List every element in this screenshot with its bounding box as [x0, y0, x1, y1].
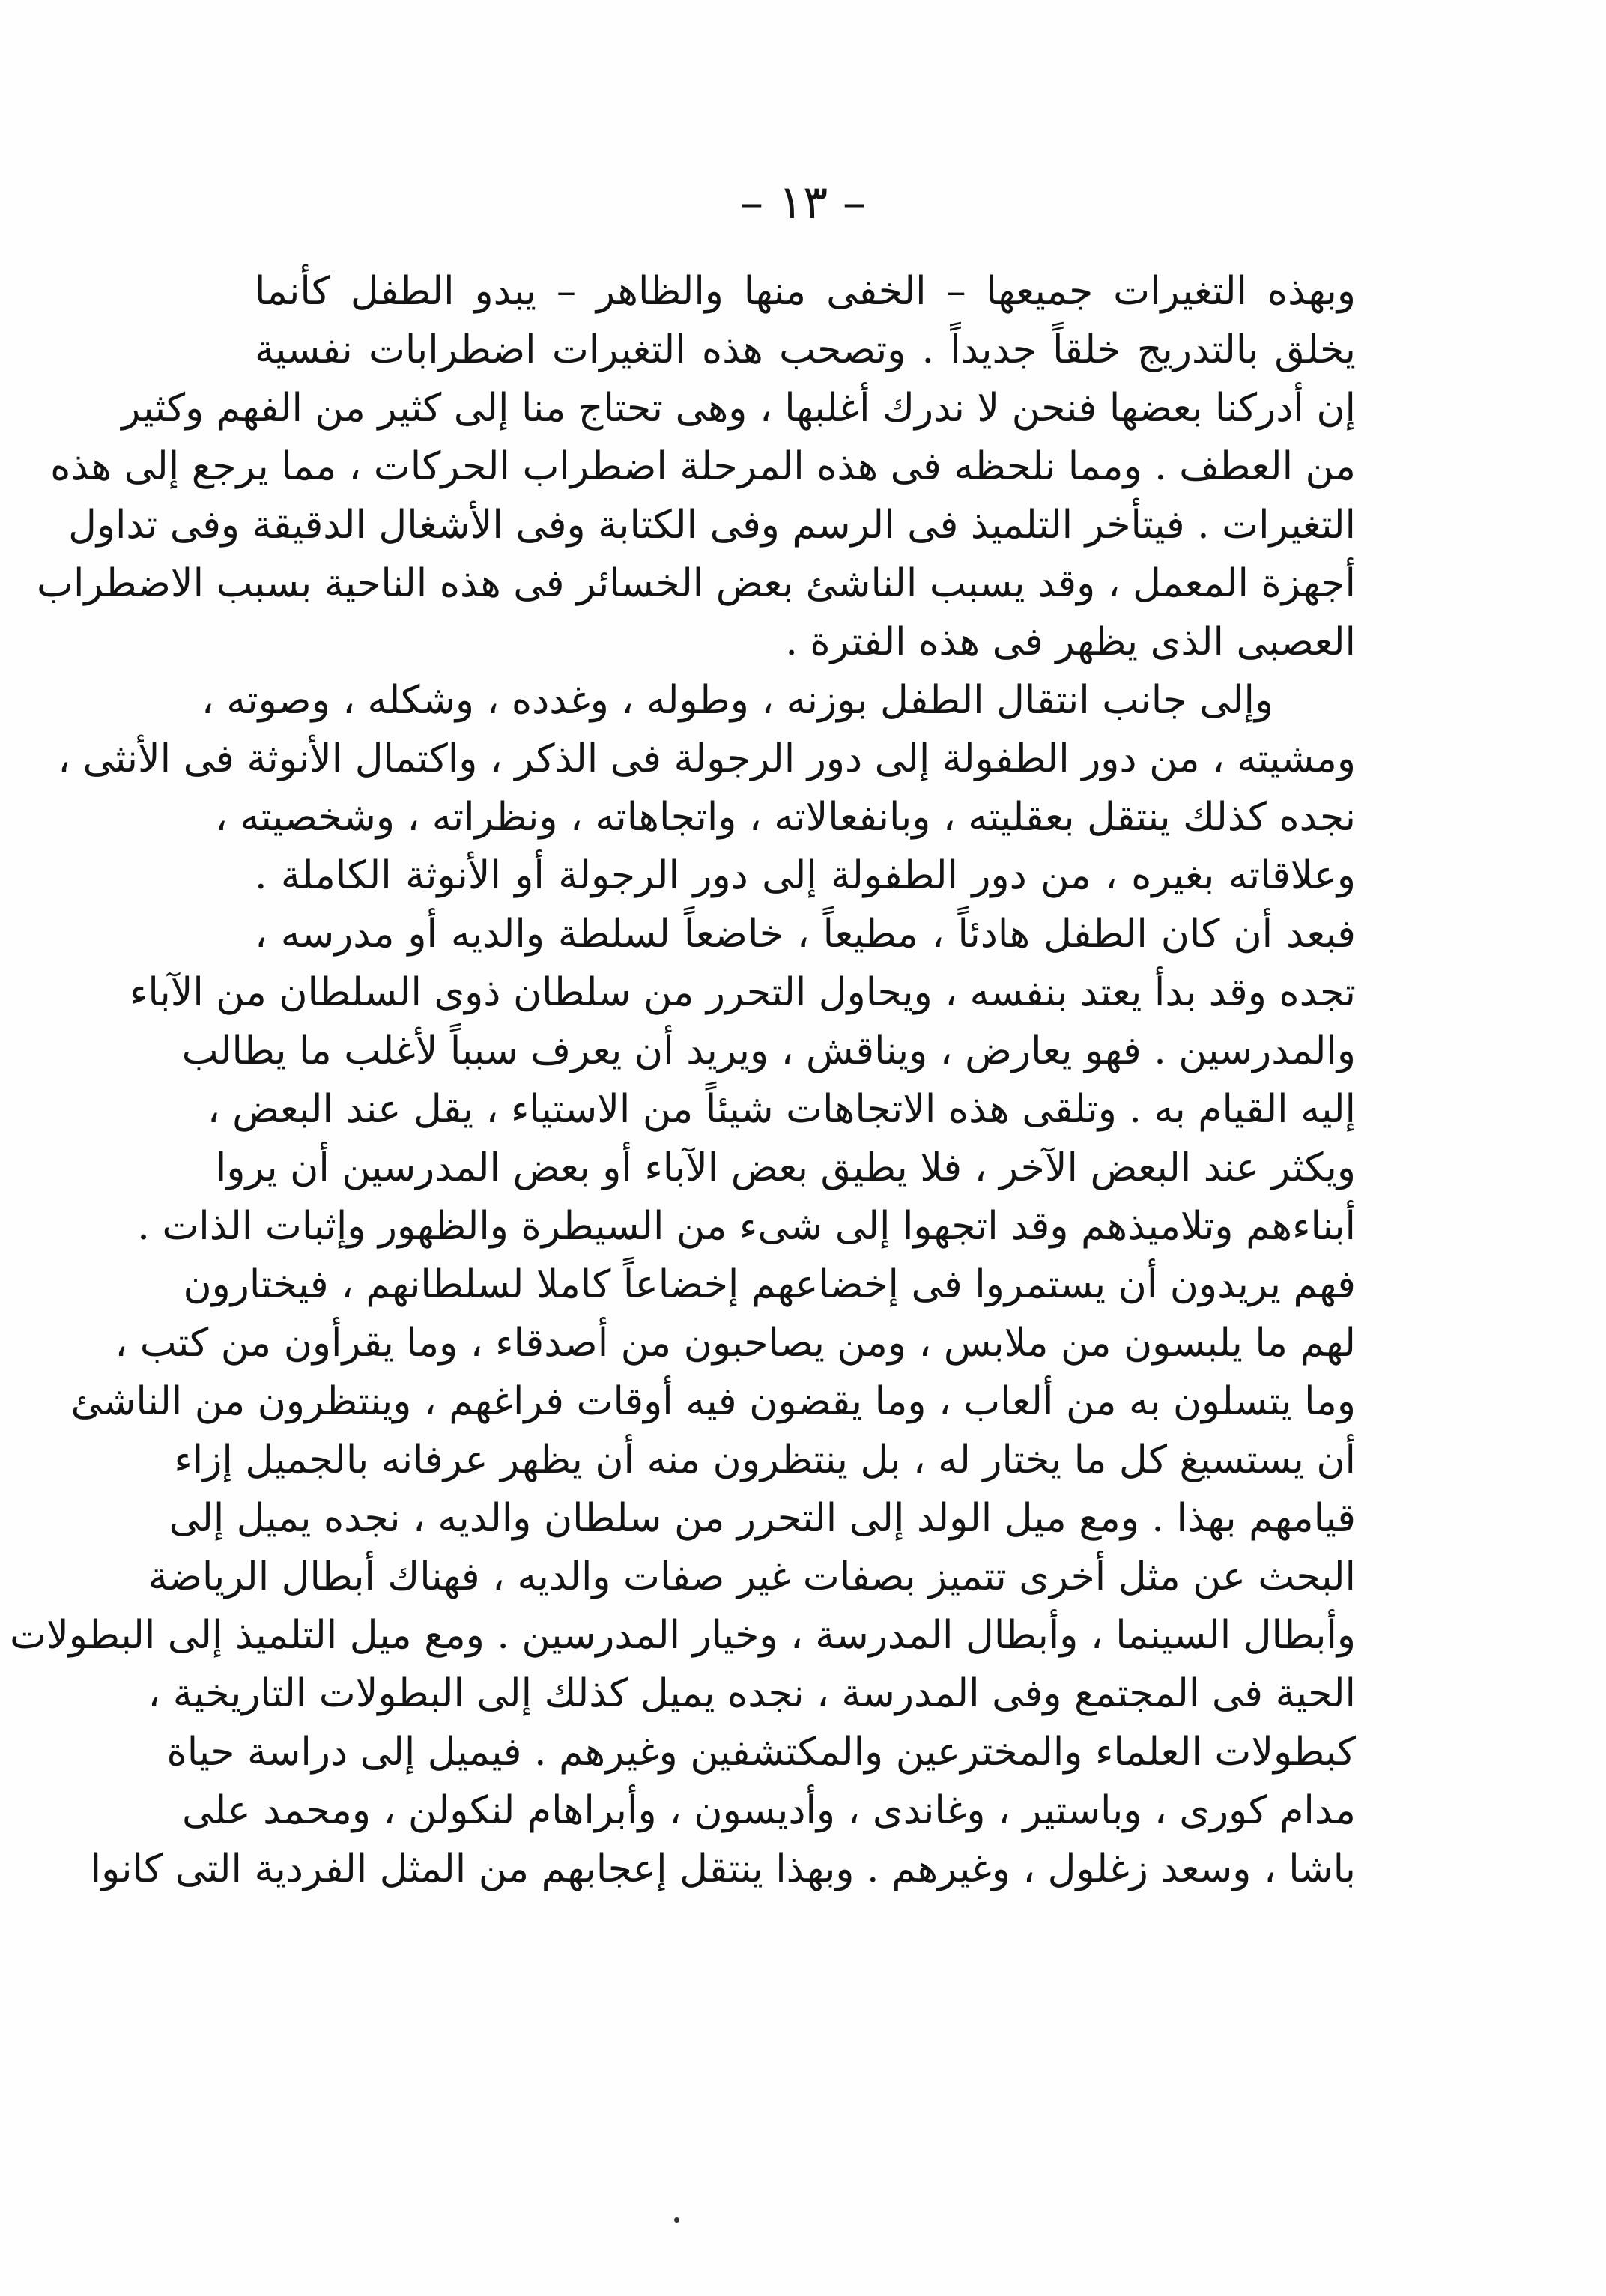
text-line: أجهزة المعمل ، وقد يسبب الناشئ بعض الخسائر فى هذه الناحية بسبب الاضطراب	[37, 561, 1356, 606]
text-line: باشا ، وسعد زغلول ، وغيرهم . وبهذا ينتقل إعجابهم من المثل الفردية التى كانوا	[90, 1847, 1356, 1891]
text-line: لهم ما يلبسون من ملابس ، ومن يصاحبون من أصدقاء ، وما يقرأون من كتب ،	[115, 1321, 1356, 1366]
text-line: فهم يريدون أن يستمروا فى إخضاعهم إخضاعاً كاملا لسلطانهم ، فيختارون	[183, 1262, 1356, 1307]
text-line: البحث عن مثل أخرى تتميز بصفات غير صفات والديه ، فهناك أبطال الرياضة	[148, 1554, 1356, 1599]
text-line: الحية فى المجتمع وفى المدرسة ، نجده يميل كذلك إلى البطولات التاريخية ،	[148, 1671, 1356, 1716]
text-line: فبعد أن كان الطفل هادئاً ، مطيعاً ، خاضعاً لسلطة والديه أو مدرسه ،	[255, 912, 1356, 957]
text-line: من العطف . ومما نلحظه فى هذه المرحلة اضطراب الحركات ، مما يرجع إلى هذه	[50, 444, 1356, 489]
text-line: إليه القيام به . وتلقى هذه الاتجاهات شيئاً من الاستياء ، يقل عند البعض ،	[207, 1087, 1356, 1132]
text-line: وبهذه التغيرات جميعها – الخفى منها والظاهر – يبدو الطفل كأنما	[255, 269, 1356, 314]
text-line: وإلى جانب انتقال الطفل بوزنه ، وطوله ، وغدده ، وشكله ، وصوته ،	[201, 678, 1273, 723]
body-text	[10, 262, 1356, 1898]
ink-speck	[674, 2217, 679, 2223]
text-line: تجده وقد بدأ يعتد بنفسه ، ويحاول التحرر من سلطان ذوى السلطان من الآباء	[129, 970, 1356, 1015]
text-line: أبناءهم وتلاميذهم وقد اتجهوا إلى شىء من السيطرة والظهور وإثبات الذات .	[137, 1204, 1356, 1249]
text-line: مدام كورى ، وباستير ، وغاندى ، وأديسون ، وأبراهام لنكولن ، ومحمد على	[182, 1788, 1356, 1833]
text-line: نجده كذلك ينتقل بعقليته ، وبانفعالاته ، واتجاهاته ، ونظراته ، وشخصيته ،	[215, 795, 1356, 840]
text-line: كبطولات العلماء والمخترعين والمكتشفين وغيرهم . فيميل إلى دراسة حياة	[166, 1730, 1356, 1775]
text-line: وأبطال السينما ، وأبطال المدرسة ، وخيار المدرسين . ومع ميل التلميذ إلى البطولات	[10, 1613, 1356, 1658]
text-line: والمدرسين . فهو يعارض ، ويناقش ، ويريد أن يعرف سبباً لأغلب ما يطالب	[181, 1029, 1356, 1073]
text-line: قيامهم بهذا . ومع ميل الولد إلى التحرر من سلطان والديه ، نجده يميل إلى	[169, 1496, 1356, 1541]
text-line: ويكثر عند البعض الآخر ، فلا يطيق بعض الآباء أو بعض المدرسين أن يروا	[215, 1145, 1356, 1190]
text-line: وعلاقاته بغيره ، من دور الطفولة إلى دور الرجولة أو الأنوثة الكاملة .	[255, 853, 1356, 898]
page-number: – ١٣ –	[739, 175, 867, 229]
text-line: وما يتسلون به من ألعاب ، وما يقضون فيه أوقات فراغهم ، وينتظرون من الناشئ	[70, 1379, 1356, 1424]
text-line: إن أدركنا بعضها فنحن لا ندرك أغلبها ، وهى تحتاج منا إلى كثير من الفهم وكثير	[121, 386, 1356, 431]
text-line: ومشيته ، من دور الطفولة إلى دور الرجولة فى الذكر ، واكتمال الأنوثة فى الأنثى ،	[58, 736, 1356, 781]
text-line: يخلق بالتدريج خلقاً جديداً . وتصحب هذه التغيرات اضطرابات نفسية	[255, 327, 1356, 372]
text-line: العصبى الذى يظهر فى هذه الفترة .	[785, 620, 1356, 664]
text-line: التغيرات . فيتأخر التلميذ فى الرسم وفى الكتابة وفى الأشغال الدقيقة وفى تداول	[68, 503, 1356, 548]
text-line: أن يستسيغ كل ما يختار له ، بل ينتظرون منه أن يظهر عرفانه بالجميل إزاء	[174, 1438, 1356, 1482]
